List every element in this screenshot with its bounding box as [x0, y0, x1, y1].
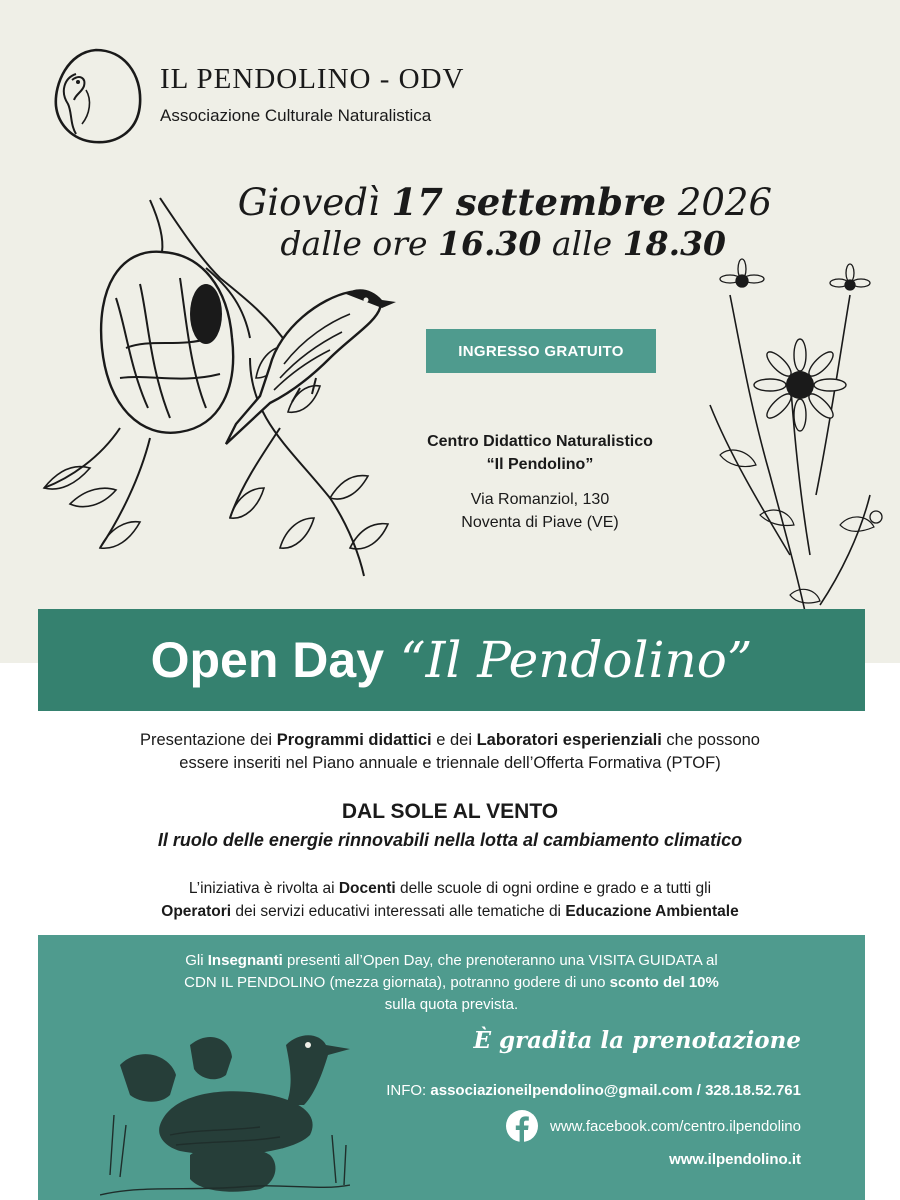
facebook-url[interactable]: www.facebook.com/centro.ilpendolino [550, 1117, 801, 1135]
daisy-illustration [690, 255, 900, 655]
target-audience: L’iniziativa è rivolta ai Docenti delle scuole di ogni ordine e grado e a tutti gli Operatori dei servizi educativi interessati alle tematiche di Educazione Ambientale [161, 880, 739, 920]
ducks-illustration [100, 1005, 350, 1200]
theme-subtitle: Il ruolo delle energie rinnovabili nella lotta al cambiamento climatico [157, 830, 743, 850]
venue-name: Centro Didattico Naturalistico “Il Pendolino” [427, 433, 653, 473]
logo-icon [46, 44, 146, 148]
title-plain: Open Day [150, 632, 385, 688]
title-band [38, 609, 865, 711]
venue-address: Via Romanziol, 130 Noventa di Piave (VE) [461, 491, 619, 531]
org-name: IL PENDOLINO - ODV [160, 63, 465, 95]
info-contact[interactable]: associazioneilpendolino@gmail.com / 328.18.52.761 [430, 1082, 801, 1099]
website-link[interactable]: www.ilpendolino.it [669, 1151, 801, 1168]
event-date: Giovedì 17 settembre 2026 [237, 180, 772, 224]
title-italic: “Il Pendolino” [400, 631, 753, 689]
facebook-icon [506, 1110, 538, 1142]
intro-text: Presentazione dei Programmi didattici e dei Laboratori esperienziali che possono essere inseriti nel Piano annuale e triennale dell’Offerta Formativa (PTOF) [140, 731, 760, 772]
booking-note: È gradita la prenotazione [473, 1027, 801, 1054]
info-label: INFO: [386, 1082, 427, 1099]
offer-text: Gli Insegnanti presenti all’Open Day, che prenoteranno una VISITA GUIDATA al CDN IL PENDOLINO (mezza giornata), potranno godere di uno sconto del 10% sulla quota prevista. [184, 952, 719, 1013]
event-time: dalle ore 16.30 alle 18.30 [280, 224, 726, 263]
info-line [386, 1082, 801, 1099]
org-subtitle: Associazione Culturale Naturalistica [160, 106, 432, 125]
free-entry-badge: INGRESSO GRATUITO [426, 329, 656, 373]
theme-title: DAL SOLE AL VENTO [341, 800, 559, 823]
facebook-link[interactable] [506, 1110, 801, 1142]
bottom-band [38, 935, 865, 1200]
